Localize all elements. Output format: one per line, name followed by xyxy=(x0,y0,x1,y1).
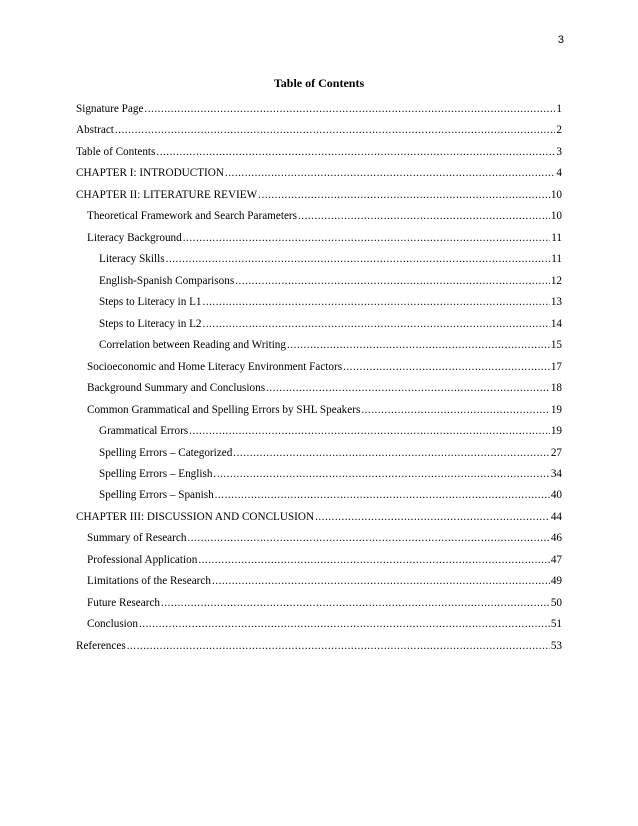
toc-entry[interactable] xyxy=(76,271,562,292)
toc-entry-page: 12 xyxy=(550,274,562,287)
toc-entry[interactable] xyxy=(76,636,562,657)
toc-dot-leader xyxy=(343,357,550,378)
toc-entry-label: Limitations of the Research xyxy=(87,575,211,588)
toc-entry[interactable] xyxy=(76,228,562,249)
toc-entry[interactable] xyxy=(76,142,562,163)
toc-entry-label: Professional Application xyxy=(87,553,198,566)
toc-title: Table of Contents xyxy=(273,76,365,90)
toc-dot-leader xyxy=(203,314,550,335)
toc-entry-label: Conclusion xyxy=(87,618,138,631)
toc-entry[interactable] xyxy=(76,528,562,549)
toc-entry-page: 15 xyxy=(550,339,562,352)
toc-entry[interactable] xyxy=(76,571,562,592)
toc-entry-page: 11 xyxy=(551,231,562,244)
toc-dot-leader xyxy=(127,636,550,657)
toc-dot-leader xyxy=(213,464,549,485)
toc-dot-leader xyxy=(161,593,550,614)
toc-entry-label: References xyxy=(76,639,126,652)
toc-entry[interactable] xyxy=(76,550,562,571)
toc-dot-leader xyxy=(144,99,555,120)
toc-dot-leader xyxy=(315,507,550,528)
toc-entry-label: Steps to Literacy in L2 xyxy=(99,317,202,330)
toc-entry-page: 44 xyxy=(550,510,562,523)
toc-dot-leader xyxy=(189,421,550,442)
toc-entry[interactable] xyxy=(76,249,562,270)
toc-entry-label: Spelling Errors – Spanish xyxy=(99,489,214,502)
toc-entry-page: 3 xyxy=(556,145,562,158)
toc-dot-leader xyxy=(156,142,555,163)
toc-dot-leader xyxy=(361,400,549,421)
toc-entry-label: Spelling Errors – English xyxy=(99,467,213,480)
toc-entry-page: 14 xyxy=(550,317,562,330)
toc-dot-leader xyxy=(233,443,550,464)
toc-entry[interactable] xyxy=(76,400,562,421)
toc-entry-page: 18 xyxy=(550,382,562,395)
toc-entry-label: Signature Page xyxy=(76,103,144,115)
toc-entry-label: Common Grammatical and Spelling Errors by SHL Speakers xyxy=(87,403,361,416)
toc-dot-leader xyxy=(183,228,550,249)
toc-entry[interactable] xyxy=(76,357,562,378)
toc-entry-page: 19 xyxy=(550,403,562,416)
toc-entry-label: Table of Contents xyxy=(76,145,156,158)
toc-dot-leader xyxy=(258,185,550,206)
toc-entry-label: Summary of Research xyxy=(87,532,187,545)
toc-entry[interactable] xyxy=(76,443,562,464)
toc-entry-label: CHAPTER II: LITERATURE REVIEW xyxy=(76,188,258,201)
table-of-contents xyxy=(76,99,562,657)
toc-entry[interactable] xyxy=(76,464,562,485)
toc-entry-label: Grammatical Errors xyxy=(99,425,189,438)
toc-entry-page: 47 xyxy=(550,553,562,566)
toc-entry-page: 19 xyxy=(550,425,562,438)
toc-entry-page: 1 xyxy=(556,103,562,115)
toc-entry-label: CHAPTER III: DISCUSSION AND CONCLUSION xyxy=(76,510,315,523)
toc-dot-leader xyxy=(235,271,550,292)
toc-entry[interactable] xyxy=(76,335,562,356)
toc-entry[interactable] xyxy=(76,378,562,399)
toc-entry-label: Correlation between Reading and Writing xyxy=(99,339,286,352)
toc-entry[interactable] xyxy=(76,99,562,120)
toc-entry[interactable] xyxy=(76,593,562,614)
toc-dot-leader xyxy=(287,335,550,356)
toc-entry[interactable] xyxy=(76,507,562,528)
toc-dot-leader xyxy=(298,206,550,227)
toc-entry-page: 53 xyxy=(550,639,562,652)
toc-entry-page: 10 xyxy=(550,188,562,201)
toc-dot-leader xyxy=(187,528,549,549)
toc-entry-page: 11 xyxy=(551,253,562,266)
toc-dot-leader xyxy=(166,249,551,270)
toc-dot-leader xyxy=(139,614,550,635)
toc-dot-leader xyxy=(215,485,550,506)
toc-entry-label: Steps to Literacy in L1 xyxy=(99,296,202,309)
toc-entry[interactable] xyxy=(76,163,562,184)
toc-entry-page: 27 xyxy=(550,446,562,459)
toc-entry-label: Literacy Background xyxy=(87,231,182,244)
toc-dot-leader xyxy=(115,120,556,141)
toc-entry-label: Socioeconomic and Home Literacy Environment Factors xyxy=(87,360,343,373)
page-number: 3 xyxy=(557,34,564,46)
toc-dot-leader xyxy=(203,292,550,313)
toc-entry-page: 4 xyxy=(556,167,562,180)
toc-dot-leader xyxy=(225,163,555,184)
toc-entry[interactable] xyxy=(76,421,562,442)
toc-entry-label: Literacy Skills xyxy=(99,253,165,266)
toc-entry-page: 46 xyxy=(550,532,562,545)
toc-entry-label: Background Summary and Conclusions xyxy=(87,382,266,395)
toc-entry[interactable] xyxy=(76,120,562,141)
toc-entry[interactable] xyxy=(76,314,562,335)
toc-entry-label: Theoretical Framework and Search Parameters xyxy=(87,210,297,223)
toc-entry-page: 17 xyxy=(550,360,562,373)
toc-entry-page: 13 xyxy=(550,296,562,309)
toc-entry[interactable] xyxy=(76,485,562,506)
toc-entry[interactable] xyxy=(76,185,562,206)
toc-entry-label: Future Research xyxy=(87,596,161,609)
toc-entry[interactable] xyxy=(76,614,562,635)
toc-entry-page: 50 xyxy=(550,596,562,609)
toc-entry-page: 51 xyxy=(550,618,562,631)
toc-dot-leader xyxy=(198,550,550,571)
toc-entry[interactable] xyxy=(76,206,562,227)
toc-entry[interactable] xyxy=(76,292,562,313)
toc-entry-page: 34 xyxy=(550,467,562,480)
toc-entry-label: CHAPTER I: INTRODUCTION xyxy=(76,167,224,180)
toc-entry-label: Spelling Errors – Categorized xyxy=(99,446,233,459)
toc-dot-leader xyxy=(266,378,550,399)
toc-entry-label: English-Spanish Comparisons xyxy=(99,274,235,287)
toc-entry-page: 10 xyxy=(550,210,562,223)
toc-entry-label: Abstract xyxy=(76,124,114,137)
toc-dot-leader xyxy=(212,571,550,592)
toc-entry-page: 2 xyxy=(556,124,562,137)
toc-entry-page: 40 xyxy=(550,489,562,502)
toc-entry-page: 49 xyxy=(550,575,562,588)
